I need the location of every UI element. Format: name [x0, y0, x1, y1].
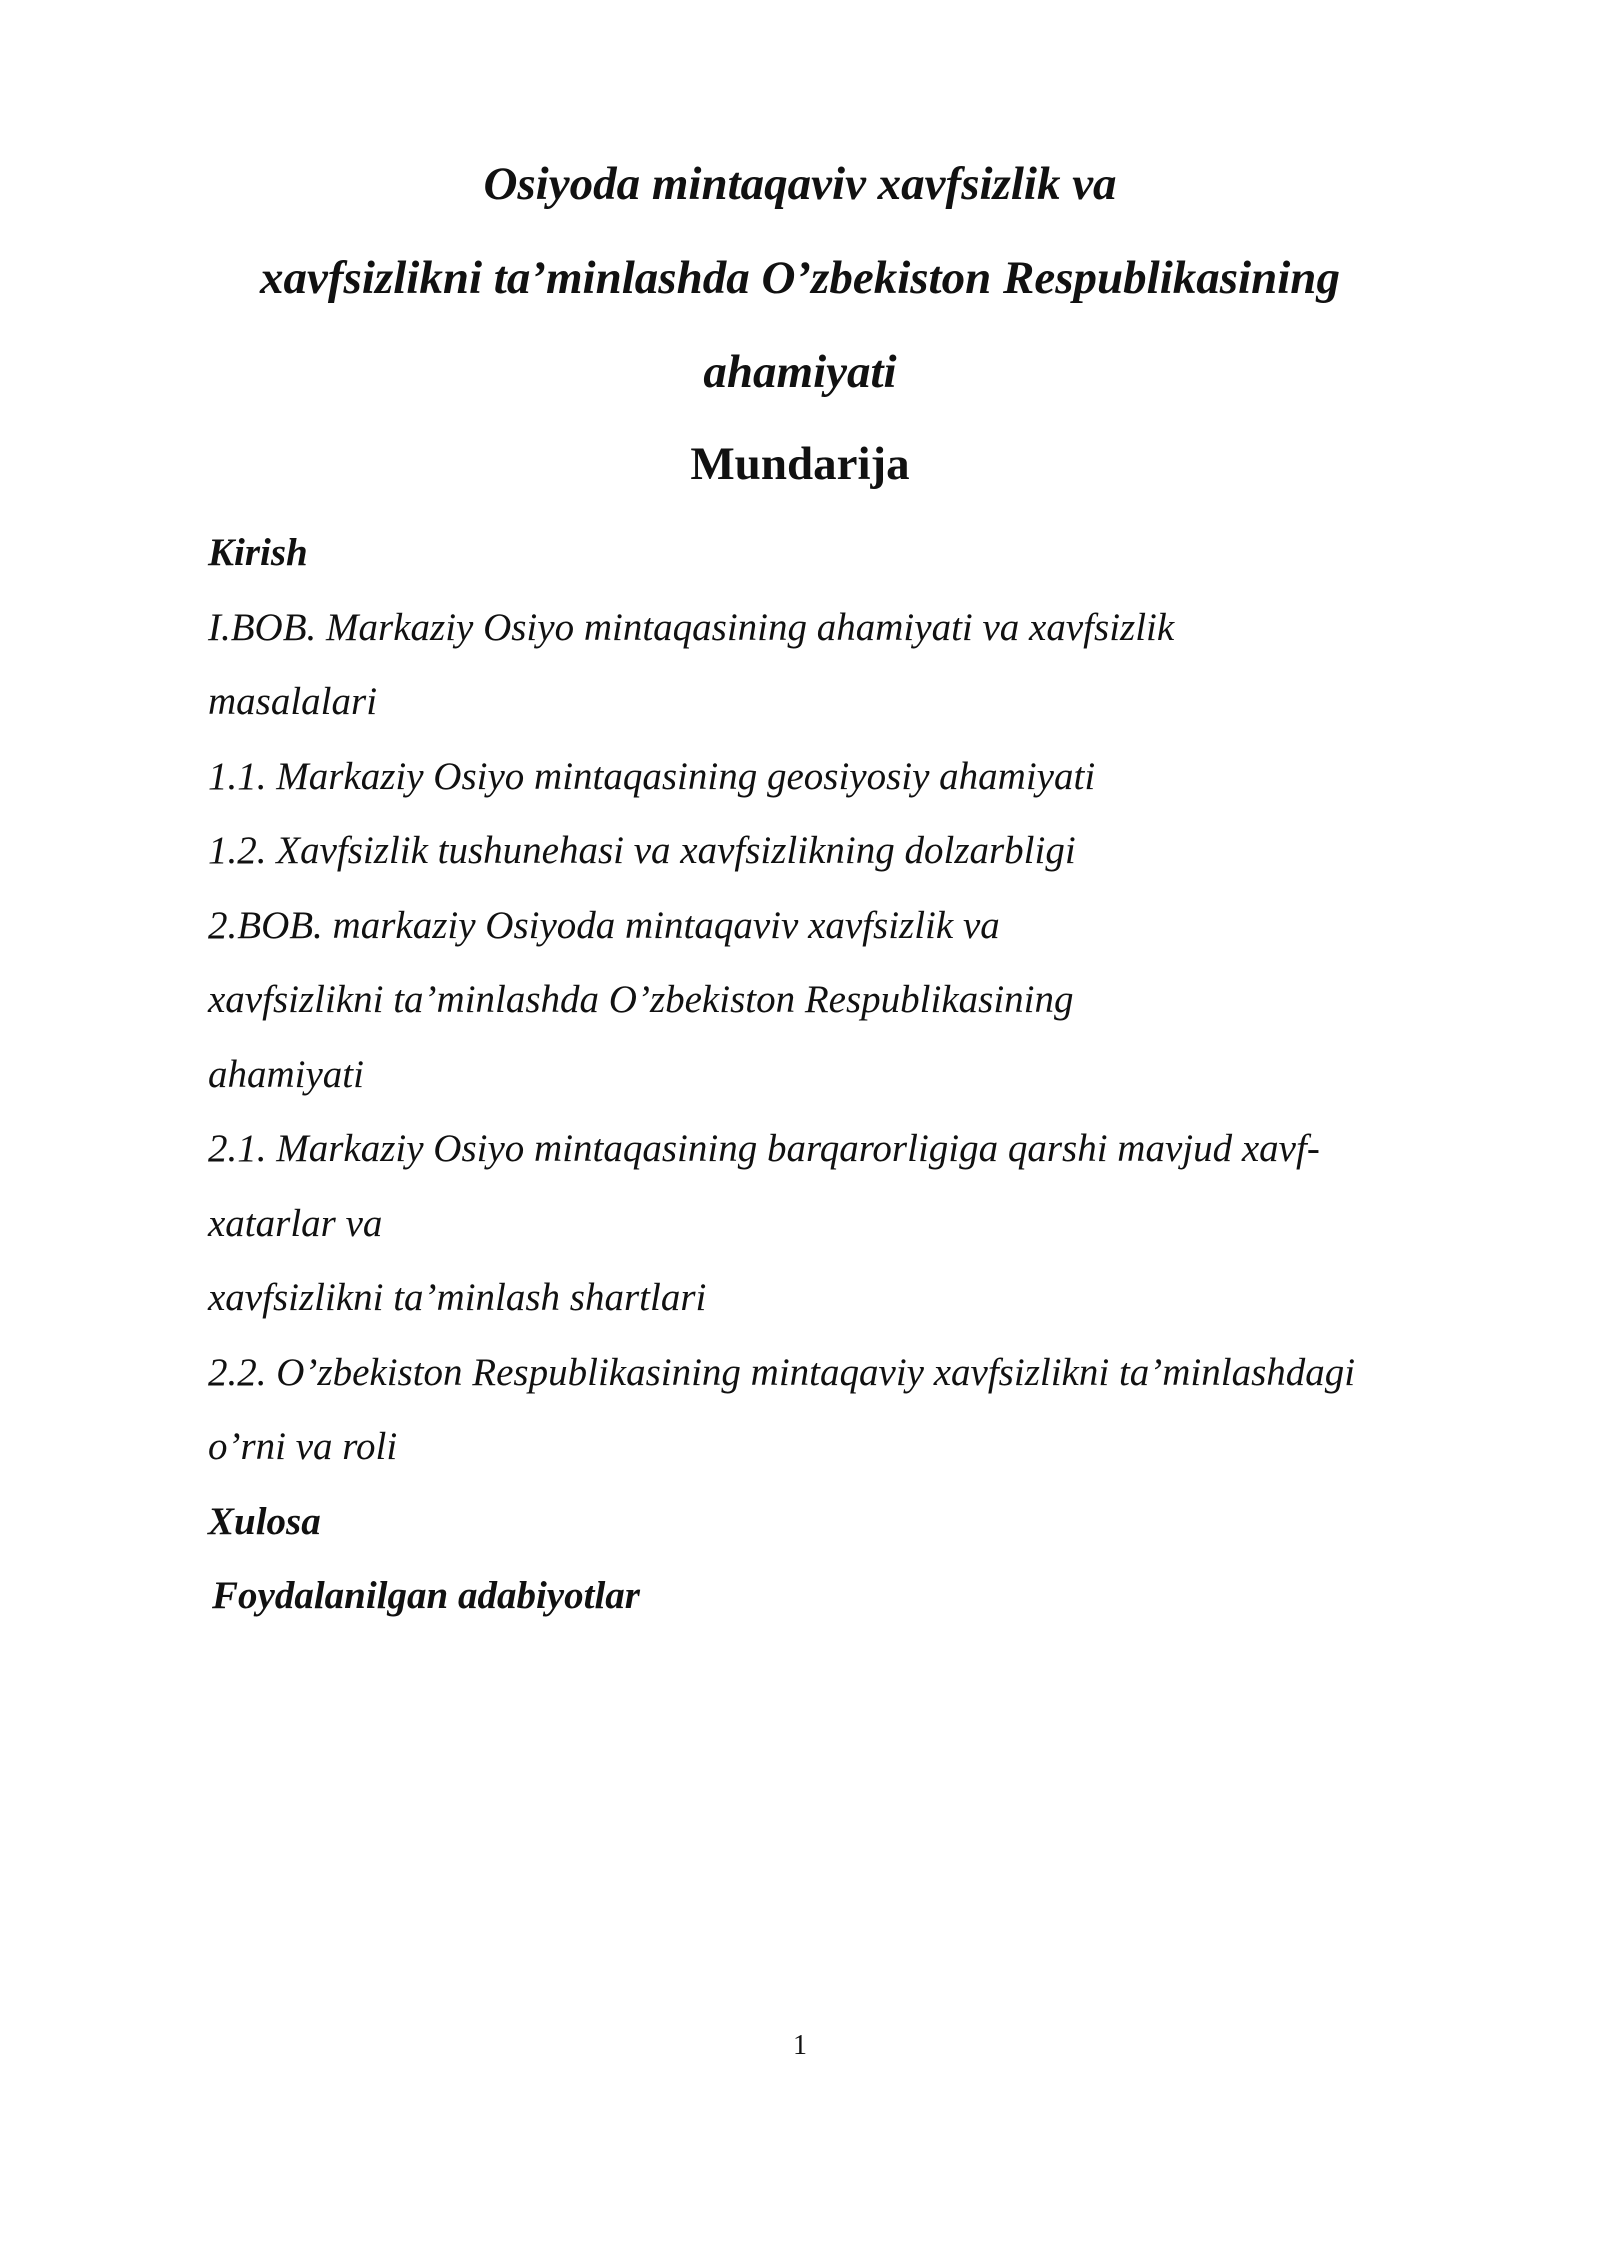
toc-item-section-2-2-continued: o’rni va roli — [208, 1425, 398, 1468]
toc-item-chapter-2-continued: ahamiyati — [208, 1052, 364, 1096]
toc-item-section-2-1: 2.1. Markaziy Osiyo mintaqasining barqarorligiga qarshi mavjud xavf- — [208, 1127, 1320, 1170]
toc-item-chapter-2: 2.BOB. markaziy Osiyoda mintaqaviv xavfsizlik va — [208, 903, 1000, 947]
toc-item-section-1-2: 1.2. Xavfsizlik tushunehasi va xavfsizlikning dolzarbligi — [208, 829, 1076, 872]
toc-item-kirish: Kirish — [208, 531, 308, 574]
toc-item-section-2-1-continued: xatarlar va — [208, 1201, 383, 1245]
document-title-line-2: xavfsizlikni ta’minlashda O’zbekiston Respublikasining — [260, 252, 1340, 304]
page-number: 1 — [793, 2030, 807, 2061]
toc-item-references: Foydalanilgan adabiyotlar — [212, 1574, 640, 1617]
toc-item-xulosa: Xulosa — [208, 1499, 321, 1543]
toc-item-section-2-1-continued: xavfsizlikni ta’minlash shartlari — [208, 1276, 707, 1319]
toc-item-section-2-2: 2.2. O’zbekiston Respublikasining mintaqaviy xavfsizlikni ta’minlashdagi — [208, 1350, 1356, 1394]
table-of-contents-heading: Mundarija — [690, 438, 910, 490]
toc-item-section-1-1: 1.1. Markaziy Osiyo mintaqasining geosiyosiy ahamiyati — [208, 754, 1096, 798]
toc-item-chapter-2-continued: xavfsizlikni ta’minlashda O’zbekiston Respublikasining — [208, 978, 1074, 1021]
toc-item-chapter-1-continued: masalalari — [208, 680, 378, 723]
table-of-contents — [208, 516, 1508, 1634]
toc-item-chapter-1: I.BOB. Markaziy Osiyo mintaqasining ahamiyati va xavfsizlik — [208, 605, 1175, 649]
document-title-line-3: ahamiyati — [703, 346, 897, 398]
document-title-line-1: Osiyoda mintaqaviv xavfsizlik va — [483, 158, 1117, 210]
